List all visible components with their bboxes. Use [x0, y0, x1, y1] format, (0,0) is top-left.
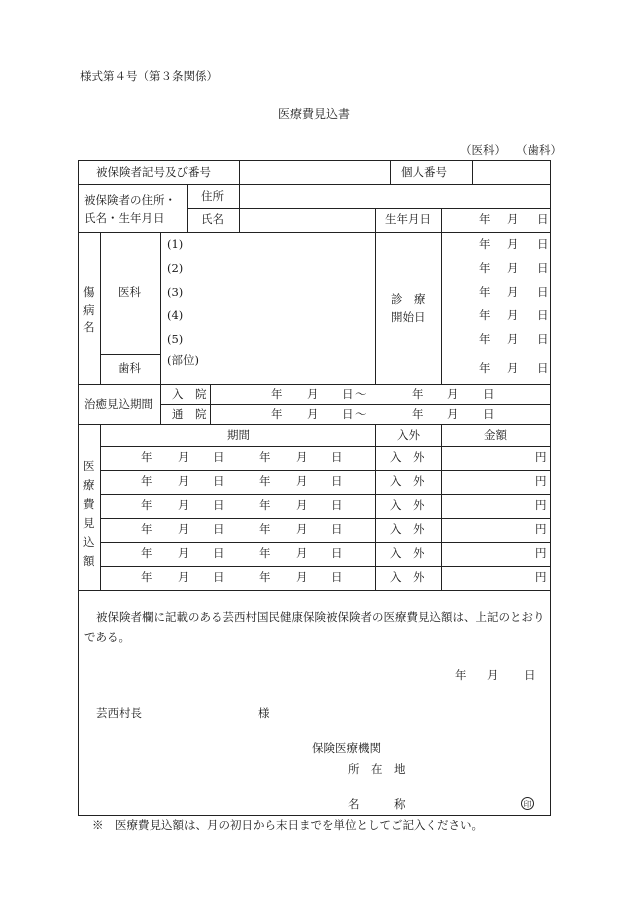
page-title: 医療費見込書 [278, 107, 351, 121]
injury-section-char-2: 病 [83, 303, 95, 317]
dental-type-label: （歯科） [516, 143, 562, 157]
amount-from-month: 月 [178, 546, 190, 560]
dob-year-unit: 年 [479, 212, 491, 226]
injury-section-char-1: 傷 [83, 285, 95, 299]
honorific-sama: 様 [258, 706, 270, 720]
outpatient-to-day: 日 [483, 407, 495, 421]
outpatient-label: 通 院 [172, 407, 207, 421]
dob-month-unit: 月 [507, 212, 519, 226]
start-date-month: 月 [507, 332, 519, 346]
inpatient-from-month: 月 [307, 387, 319, 401]
amount-from-year: 年 [141, 570, 153, 584]
amount-from-year: 年 [141, 498, 153, 512]
amount-to-month: 月 [296, 450, 308, 464]
start-date-month: 月 [507, 308, 519, 322]
start-date-day: 日 [537, 332, 549, 346]
name-label: 氏名 [201, 212, 224, 226]
injury-item-2: (2) [167, 261, 184, 275]
amount-to-month: 月 [296, 570, 308, 584]
injury-dental-part-label: (部位) [167, 353, 199, 367]
start-date-month: 月 [507, 285, 519, 299]
amount-inout: 入 外 [390, 546, 425, 560]
amount-inout: 入 外 [390, 522, 425, 536]
amount-section-char-6: 額 [83, 554, 95, 568]
mayor-title: 芸西村長 [96, 706, 142, 720]
form-number: 様式第４号（第３条関係） [80, 69, 218, 83]
start-date-day: 日 [537, 361, 549, 375]
treatment-start-label-1: 診 療 [391, 292, 426, 306]
injury-dental-label: 歯科 [118, 361, 141, 375]
start-date-month: 月 [507, 361, 519, 375]
amount-yen: 円 [535, 570, 547, 584]
statement-line-2: である。 [84, 630, 130, 644]
amount-from-day: 日 [213, 522, 225, 536]
institution-label: 保険医療機関 [312, 741, 381, 755]
amount-from-year: 年 [141, 474, 153, 488]
amount-to-day: 日 [331, 522, 343, 536]
institution-name-label: 名 称 [348, 797, 406, 811]
amount-to-month: 月 [296, 522, 308, 536]
amount-yen: 円 [535, 522, 547, 536]
insured-symbol-label: 被保険者記号及び番号 [96, 165, 211, 179]
location-label: 所 在 地 [348, 762, 406, 776]
amount-inout: 入 外 [390, 450, 425, 464]
amount-yen: 円 [535, 474, 547, 488]
amount-to-month: 月 [296, 546, 308, 560]
amount-section-char-4: 見 [83, 516, 95, 530]
amount-inout: 入 外 [390, 474, 425, 488]
amount-to-year: 年 [259, 498, 271, 512]
amount-to-year: 年 [259, 522, 271, 536]
outpatient-from-month: 月 [307, 407, 319, 421]
injury-item-4: (4) [167, 308, 184, 322]
inpatient-label: 入 院 [172, 387, 207, 401]
footnote: ※ 医療費見込額は、月の初日から末日までを単位としてご記入ください。 [92, 818, 483, 832]
amount-yen: 円 [535, 498, 547, 512]
injury-item-3: (3) [167, 285, 184, 299]
amount-inout: 入 外 [390, 498, 425, 512]
start-date-day: 日 [537, 285, 549, 299]
outpatient-from-year: 年 [271, 407, 283, 421]
address-name-dob-label-line2: 氏名・生年月日 [84, 211, 165, 225]
amount-to-day: 日 [331, 570, 343, 584]
issue-date-month: 月 [487, 668, 499, 682]
amount-to-day: 日 [331, 450, 343, 464]
amount-to-year: 年 [259, 546, 271, 560]
injury-medical-label: 医科 [118, 285, 141, 299]
amount-yen: 円 [535, 450, 547, 464]
address-name-dob-label-line1: 被保険者の住所・ [84, 193, 176, 207]
amount-from-month: 月 [178, 450, 190, 464]
injury-section-char-3: 名 [83, 320, 95, 334]
inpatient-to-year: 年 [412, 387, 424, 401]
medical-type-label: （医科） [460, 143, 506, 157]
injury-item-5: (5) [167, 332, 184, 346]
amount-section-char-1: 医 [83, 459, 95, 473]
start-date-day: 日 [537, 261, 549, 275]
inpatient-from-year: 年 [271, 387, 283, 401]
dob-day-unit: 日 [537, 212, 549, 226]
expected-period-label: 治癒見込期間 [84, 397, 153, 411]
start-date-year: 年 [479, 308, 491, 322]
start-date-month: 月 [507, 261, 519, 275]
amount-to-month: 月 [296, 498, 308, 512]
amount-from-day: 日 [213, 570, 225, 584]
amount-yen: 円 [535, 546, 547, 560]
seal-mark: 印 [521, 797, 534, 810]
amount-inout: 入 外 [390, 570, 425, 584]
injury-item-1: (1) [167, 237, 184, 251]
outpatient-from-day: 日 [342, 407, 354, 421]
statement-line-1: 被保険者欄に記載のある芸西村国民健康保険被保険者の医療費見込額は、上記のとおり [96, 610, 545, 624]
start-date-month: 月 [507, 237, 519, 251]
issue-date-year: 年 [455, 668, 467, 682]
amount-from-month: 月 [178, 522, 190, 536]
outpatient-to-month: 月 [447, 407, 459, 421]
inpatient-to-month: 月 [447, 387, 459, 401]
amount-from-year: 年 [141, 546, 153, 560]
amount-section-char-5: 込 [83, 535, 95, 549]
amount-from-year: 年 [141, 450, 153, 464]
inpatient-from-day: 日 [342, 387, 354, 401]
amount-to-year: 年 [259, 570, 271, 584]
start-date-year: 年 [479, 361, 491, 375]
period-header: 期間 [227, 428, 250, 442]
start-date-year: 年 [479, 332, 491, 346]
amount-to-day: 日 [331, 474, 343, 488]
amount-from-month: 月 [178, 498, 190, 512]
inout-header: 入外 [397, 428, 420, 442]
start-date-year: 年 [479, 285, 491, 299]
amount-header: 金額 [484, 428, 507, 442]
amount-from-day: 日 [213, 546, 225, 560]
address-label: 住所 [201, 189, 224, 203]
personal-number-label: 個人番号 [401, 165, 447, 179]
amount-to-month: 月 [296, 474, 308, 488]
treatment-start-label-2: 開始日 [391, 310, 426, 324]
amount-to-year: 年 [259, 450, 271, 464]
amount-from-day: 日 [213, 474, 225, 488]
outpatient-tilde: ～ [355, 407, 367, 421]
amount-from-month: 月 [178, 474, 190, 488]
amount-to-day: 日 [331, 498, 343, 512]
amount-from-day: 日 [213, 450, 225, 464]
amount-to-day: 日 [331, 546, 343, 560]
amount-from-day: 日 [213, 498, 225, 512]
start-date-year: 年 [479, 237, 491, 251]
start-date-year: 年 [479, 261, 491, 275]
dob-label: 生年月日 [385, 212, 431, 226]
amount-from-month: 月 [178, 570, 190, 584]
amount-to-year: 年 [259, 474, 271, 488]
start-date-day: 日 [537, 308, 549, 322]
inpatient-tilde: ～ [355, 387, 367, 401]
issue-date-day: 日 [524, 668, 536, 682]
amount-section-char-2: 療 [83, 478, 95, 492]
inpatient-to-day: 日 [483, 387, 495, 401]
amount-section-char-3: 費 [83, 497, 95, 511]
start-date-day: 日 [537, 237, 549, 251]
amount-from-year: 年 [141, 522, 153, 536]
outpatient-to-year: 年 [412, 407, 424, 421]
